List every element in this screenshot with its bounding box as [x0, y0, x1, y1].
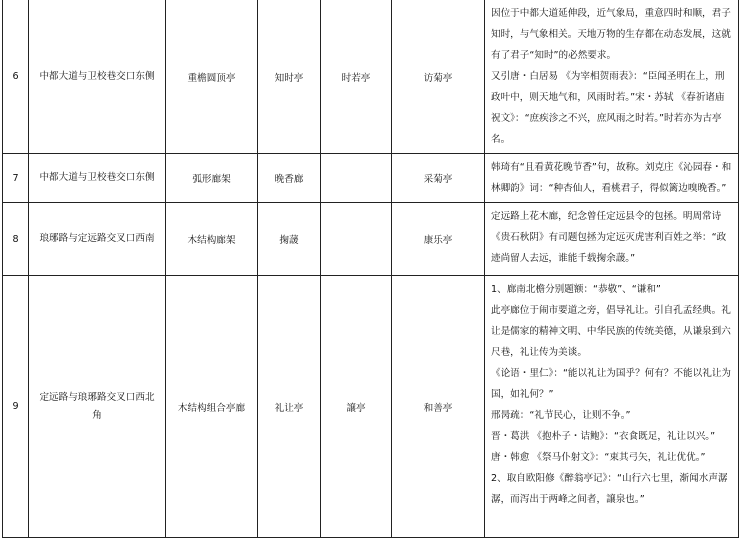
row-number: 6 — [3, 0, 29, 154]
row-number: 7 — [3, 154, 29, 203]
description-paragraph: 又引唐・白居易 《为宰相贺雨表》：“臣闻圣明在上，刑政叶中，则天地气和，风雨时若。”宋・苏轼 《春祈诸庙祝文》：“庶疾沴之不兴，庶风雨之时若。”时若亦为古亭名。 — [491, 71, 725, 145]
description-paragraph: 唐・韩愈 《祭马仆射文》：“束其弓矢，礼让优优。” — [491, 452, 706, 463]
plaque-name-cell: 知时亭 — [258, 0, 321, 154]
table-row — [3, 276, 739, 538]
row-number: 8 — [3, 203, 29, 276]
pavilion-name-cell: 譲亭 — [321, 276, 392, 538]
table-row — [3, 154, 739, 203]
description-paragraph: 1、廊南北檐分别题额：“恭敬”、“谦和” — [491, 284, 661, 295]
pavilion-name-cell — [321, 203, 392, 276]
location-cell: 琅琊路与定远路交叉口西南 — [29, 203, 166, 276]
location-cell: 中都大道与卫校巷交口东侧 — [29, 0, 166, 154]
description-paragraph: 晋・葛洪 《抱朴子・诘鲍》：“衣食既足，礼让以兴。” — [491, 431, 716, 442]
description-paragraph: 韩琦有“且看黄花晚节香”句，故称。刘克庄《沁园春・和林卿韵》词：“种杏仙人，看桃君子，得似篱边嗅晚香。” — [491, 162, 732, 194]
description-paragraph: 《论语・里仁》：“能以礼让为国乎？何有？不能以礼让为国，如礼何？” — [491, 368, 732, 400]
pavilion-name-cell — [321, 154, 392, 203]
pavilion-table — [2, 0, 739, 538]
description-cell — [485, 0, 739, 154]
row-number: 9 — [3, 276, 29, 538]
plaque-name-cell: 礼让亭 — [258, 276, 321, 538]
alternate-name-cell: 采菊亭 — [392, 154, 485, 203]
plaque-name-cell: 掬蘐 — [258, 203, 321, 276]
table-row — [3, 203, 739, 276]
alternate-name-cell: 访菊亭 — [392, 0, 485, 154]
description-paragraph: 此亭廊位于闹市要道之旁，倡导礼让。引自孔孟经典。礼让是儒家的精神文明、中华民族的传统美德，从谦泉到六尺巷，礼让传为美谈。 — [491, 305, 731, 358]
description-cell — [485, 203, 739, 276]
location-cell: 定远路与琅琊路交叉口西北角 — [29, 276, 166, 538]
description-paragraph: 因位于中都大道延伸段，近气象局，重意四时和顺，君子知时，与气象相关。天地万物的生存都在动态发展，这就有了君子“知时”的必然要求。 — [491, 8, 731, 61]
alternate-name-cell: 康乐亭 — [392, 203, 485, 276]
description-cell — [485, 276, 739, 538]
description-paragraph: 2、取自欧阳修《醉翁亭记》：“山行六七里，渐闻水声潺潺，而泻出于两峰之间者，譲泉也。” — [491, 473, 728, 505]
plaque-name-cell: 晚香廊 — [258, 154, 321, 203]
table-row — [3, 0, 739, 154]
structure-type-cell: 木结构廊架 — [166, 203, 258, 276]
description-cell — [485, 154, 739, 203]
location-cell: 中都大道与卫校巷交口东侧 — [29, 154, 166, 203]
pavilion-name-cell: 时若亭 — [321, 0, 392, 154]
structure-type-cell: 木结构组合亭廊 — [166, 276, 258, 538]
description-paragraph: 邢昺疏：“礼节民心，让则不争。” — [491, 410, 631, 421]
structure-type-cell: 重檐圆顶亭 — [166, 0, 258, 154]
alternate-name-cell: 和善亭 — [392, 276, 485, 538]
structure-type-cell: 弧形廊架 — [166, 154, 258, 203]
description-paragraph: 定远路上花木廊，纪念曾任定远县令的包拯。明周常诗《贵石秋阴》有司题包拯为定远灭虎害利百姓之举：“政迹尚留人去远，谁能千载掬余蘐。” — [491, 211, 727, 264]
